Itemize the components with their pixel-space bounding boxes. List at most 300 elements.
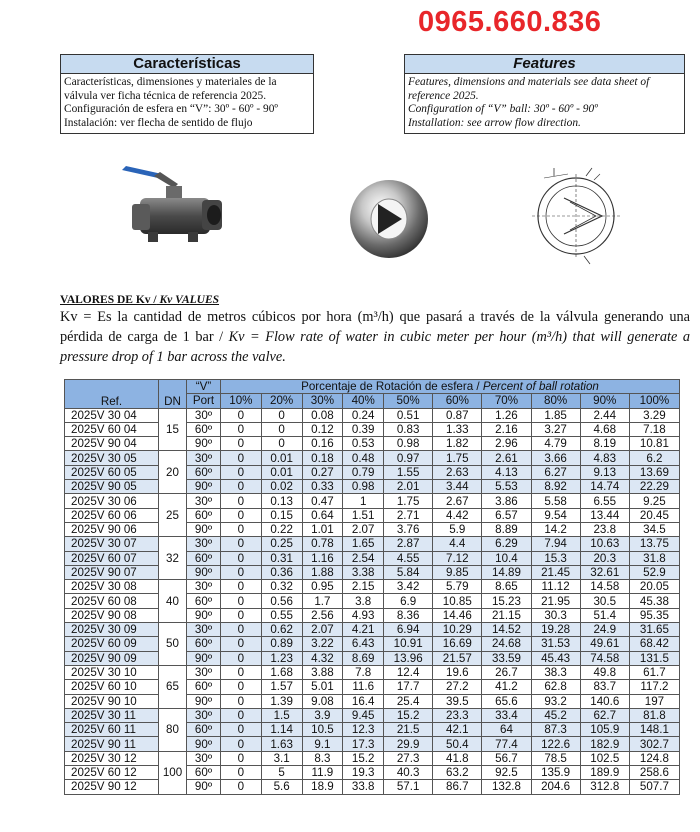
cell-kv-value: 0 [221, 422, 262, 436]
cell-kv-value: 1.88 [302, 565, 343, 579]
cell-kv-value: 0.24 [343, 408, 384, 422]
cell-kv-value: 77.4 [482, 737, 531, 751]
cell-kv-value: 0 [221, 637, 262, 651]
cell-kv-value: 0.13 [261, 494, 302, 508]
cell-kv-value: 0.15 [261, 508, 302, 522]
cell-kv-value: 102.5 [580, 751, 629, 765]
cell-kv-value: 6.2 [629, 451, 679, 465]
cell-kv-value: 0 [261, 437, 302, 451]
cell-kv-value: 3.88 [302, 665, 343, 679]
cell-kv-value: 0.25 [261, 537, 302, 551]
cell-kv-value: 0 [221, 694, 262, 708]
cell-kv-value: 16.4 [343, 694, 384, 708]
cell-kv-value: 30.3 [531, 608, 580, 622]
cell-kv-value: 0 [221, 651, 262, 665]
cell-kv-value: 0.08 [302, 408, 343, 422]
cell-ref: 2025V 90 06 [65, 522, 159, 536]
header-rotation-es: Porcentaje de Rotación de esfera / [301, 380, 480, 394]
cell-kv-value: 34.5 [629, 522, 679, 536]
cell-port: 90º [187, 737, 221, 751]
cell-kv-value: 45.38 [629, 594, 679, 608]
cell-ref: 2025V 60 11 [65, 723, 159, 737]
table-row [65, 737, 680, 751]
cell-kv-value: 1.16 [302, 551, 343, 565]
cell-kv-value: 38.3 [531, 665, 580, 679]
cell-kv-value: 14.58 [580, 580, 629, 594]
table-row [65, 551, 680, 565]
cell-dn: 15 [159, 408, 187, 451]
cell-kv-value: 4.83 [580, 451, 629, 465]
cell-kv-value: 2.96 [482, 437, 531, 451]
cell-kv-value: 9.08 [302, 694, 343, 708]
cell-port: 30º [187, 623, 221, 637]
cell-kv-value: 3.27 [531, 422, 580, 436]
cell-kv-value: 0.31 [261, 551, 302, 565]
cell-kv-value: 1.33 [433, 422, 482, 436]
features-line: Features, dimensions and materials see data sheet of [408, 76, 650, 88]
cell-kv-value: 0.87 [433, 408, 482, 422]
table-row [65, 637, 680, 651]
features-line: válvula ver ficha técnica de referencia 2025. [64, 89, 267, 102]
cell-port: 30º [187, 751, 221, 765]
cell-ref: 2025V 60 07 [65, 551, 159, 565]
cell-kv-value: 15.2 [384, 708, 433, 722]
cell-kv-value: 0.53 [343, 437, 384, 451]
cell-kv-value: 23.8 [580, 522, 629, 536]
cell-kv-value: 0.98 [343, 480, 384, 494]
cell-kv-value: 33.4 [482, 708, 531, 722]
cell-kv-value: 4.93 [343, 608, 384, 622]
cell-kv-value: 1.14 [261, 723, 302, 737]
cell-kv-value: 0.02 [261, 480, 302, 494]
cell-kv-value: 312.8 [580, 780, 629, 794]
cell-port: 90º [187, 480, 221, 494]
cell-kv-value: 74.58 [580, 651, 629, 665]
features-box-english [404, 54, 685, 134]
cell-dn: 32 [159, 537, 187, 580]
header-percent: 70% [482, 394, 531, 408]
header-percent: 90% [580, 394, 629, 408]
table-row [65, 665, 680, 679]
cell-kv-value: 0.16 [302, 437, 343, 451]
cell-kv-value: 8.3 [302, 751, 343, 765]
cell-kv-value: 4.79 [531, 437, 580, 451]
cell-kv-value: 3.38 [343, 565, 384, 579]
cell-kv-value: 0.62 [261, 623, 302, 637]
cell-ref: 2025V 90 07 [65, 565, 159, 579]
cell-kv-value: 0.33 [302, 480, 343, 494]
cell-kv-value: 2.01 [384, 480, 433, 494]
cell-kv-value: 10.29 [433, 623, 482, 637]
cell-kv-value: 0 [221, 580, 262, 594]
cell-kv-value: 6.57 [482, 508, 531, 522]
cell-ref: 2025V 30 06 [65, 494, 159, 508]
cell-ref: 2025V 60 10 [65, 680, 159, 694]
cell-kv-value: 33.59 [482, 651, 531, 665]
cell-kv-value: 7.18 [629, 422, 679, 436]
cell-kv-value: 92.5 [482, 766, 531, 780]
features-box-body [61, 74, 313, 132]
kv-title [60, 294, 219, 306]
v-port-ball-image [348, 178, 430, 260]
cell-kv-value: 39.5 [433, 694, 482, 708]
cell-kv-value: 0 [221, 780, 262, 794]
cell-kv-value: 65.6 [482, 694, 531, 708]
cell-kv-value: 10.91 [384, 637, 433, 651]
header-rotation-en: Percent of ball rotation [482, 380, 599, 394]
cell-kv-value: 0.39 [343, 422, 384, 436]
cell-kv-value: 7.8 [343, 665, 384, 679]
cell-kv-value: 41.8 [433, 751, 482, 765]
cell-kv-value: 1.23 [261, 651, 302, 665]
cell-kv-value: 12.3 [343, 723, 384, 737]
cell-kv-value: 33.8 [343, 780, 384, 794]
table-row [65, 451, 680, 465]
header-percent: 30% [302, 394, 343, 408]
cell-kv-value: 4.32 [302, 651, 343, 665]
header-v: “V” [187, 380, 221, 394]
table-row [65, 465, 680, 479]
cell-kv-value: 52.9 [629, 565, 679, 579]
table-row [65, 766, 680, 780]
cell-kv-value: 13.75 [629, 537, 679, 551]
cell-ref: 2025V 90 10 [65, 694, 159, 708]
cell-port: 60º [187, 680, 221, 694]
cell-port: 60º [187, 637, 221, 651]
features-line: Instalación: ver flecha de sentido de flujo [64, 116, 253, 129]
kv-title-es: VALORES DE Kv / [60, 294, 157, 306]
cell-kv-value: 13.44 [580, 508, 629, 522]
cell-ref: 2025V 90 04 [65, 437, 159, 451]
cell-port: 60º [187, 766, 221, 780]
cell-kv-value: 14.52 [482, 623, 531, 637]
cell-kv-value: 10.63 [580, 537, 629, 551]
cell-kv-value: 5.6 [261, 780, 302, 794]
cell-kv-value: 4.68 [580, 422, 629, 436]
cell-kv-value: 11.12 [531, 580, 580, 594]
cell-kv-value: 21.45 [531, 565, 580, 579]
cell-kv-value: 0.79 [343, 465, 384, 479]
cell-kv-value: 20.3 [580, 551, 629, 565]
kv-description [60, 307, 690, 367]
cell-ref: 2025V 90 11 [65, 737, 159, 751]
cell-kv-value: 20.05 [629, 580, 679, 594]
cell-kv-value: 10.85 [433, 594, 482, 608]
cell-kv-value: 8.89 [482, 522, 531, 536]
cell-kv-value: 11.9 [302, 766, 343, 780]
cell-port: 60º [187, 422, 221, 436]
cell-kv-value: 132.8 [482, 780, 531, 794]
table-row [65, 708, 680, 722]
cell-kv-value: 0 [221, 608, 262, 622]
cell-port: 30º [187, 537, 221, 551]
cell-kv-value: 1.68 [261, 665, 302, 679]
cell-kv-value: 0 [221, 508, 262, 522]
cell-kv-value: 0 [221, 451, 262, 465]
cell-kv-value: 9.85 [433, 565, 482, 579]
cell-kv-value: 9.45 [343, 708, 384, 722]
cell-kv-value: 0 [221, 537, 262, 551]
cell-kv-value: 1 [343, 494, 384, 508]
cell-kv-value: 1.5 [261, 708, 302, 722]
cell-kv-value: 63.2 [433, 766, 482, 780]
cell-kv-value: 29.9 [384, 737, 433, 751]
cell-port: 30º [187, 580, 221, 594]
cell-kv-value: 86.7 [433, 780, 482, 794]
cell-ref: 2025V 30 09 [65, 623, 159, 637]
cell-kv-value: 9.54 [531, 508, 580, 522]
cell-ref: 2025V 30 11 [65, 708, 159, 722]
cell-port: 30º [187, 708, 221, 722]
cell-port: 90º [187, 780, 221, 794]
cell-kv-value: 5 [261, 766, 302, 780]
cell-kv-value: 51.4 [580, 608, 629, 622]
cell-kv-value: 122.6 [531, 737, 580, 751]
cell-kv-value: 81.8 [629, 708, 679, 722]
cell-kv-value: 20.45 [629, 508, 679, 522]
cell-kv-value: 2.61 [482, 451, 531, 465]
cell-ref: 2025V 30 05 [65, 451, 159, 465]
cell-kv-value: 0.95 [302, 580, 343, 594]
cell-port: 60º [187, 551, 221, 565]
cell-kv-value: 21.15 [482, 608, 531, 622]
cell-kv-value: 5.58 [531, 494, 580, 508]
cell-kv-value: 1.75 [433, 451, 482, 465]
cell-kv-value: 2.16 [482, 422, 531, 436]
cell-kv-value: 21.57 [433, 651, 482, 665]
cell-kv-value: 2.07 [302, 623, 343, 637]
cell-dn: 65 [159, 665, 187, 708]
features-line: Configuration of “V” ball: 30º - 60º - 90º [408, 103, 598, 116]
cell-kv-value: 0 [221, 551, 262, 565]
table-row [65, 565, 680, 579]
cell-kv-value: 4.42 [433, 508, 482, 522]
cell-kv-value: 10.4 [482, 551, 531, 565]
cell-kv-value: 3.42 [384, 580, 433, 594]
cell-kv-value: 3.44 [433, 480, 482, 494]
table-row [65, 494, 680, 508]
cell-kv-value: 7.94 [531, 537, 580, 551]
table-row [65, 651, 680, 665]
cell-kv-value: 30.5 [580, 594, 629, 608]
cell-kv-value: 302.7 [629, 737, 679, 751]
cell-kv-value: 0 [261, 422, 302, 436]
cell-ref: 2025V 30 10 [65, 665, 159, 679]
phone-number: 0965.660.836 [418, 6, 602, 38]
cell-ref: 2025V 90 05 [65, 480, 159, 494]
cell-kv-value: 3.22 [302, 637, 343, 651]
cell-kv-value: 1.7 [302, 594, 343, 608]
cell-kv-value: 2.63 [433, 465, 482, 479]
cell-kv-value: 0.32 [261, 580, 302, 594]
cell-kv-value: 197 [629, 694, 679, 708]
cell-ref: 2025V 90 09 [65, 651, 159, 665]
cell-kv-value: 105.9 [580, 723, 629, 737]
cell-kv-value: 0.64 [302, 508, 343, 522]
cell-kv-value: 3.8 [343, 594, 384, 608]
table-row [65, 723, 680, 737]
cell-kv-value: 3.29 [629, 408, 679, 422]
cell-kv-value: 83.7 [580, 680, 629, 694]
header-percent: 20% [261, 394, 302, 408]
cell-kv-value: 0.55 [261, 608, 302, 622]
cell-kv-value: 62.7 [580, 708, 629, 722]
cell-kv-value: 9.13 [580, 465, 629, 479]
cell-kv-value: 0 [221, 708, 262, 722]
cell-kv-value: 124.8 [629, 751, 679, 765]
cell-kv-value: 6.94 [384, 623, 433, 637]
features-box-title: Características [61, 55, 313, 74]
cell-kv-value: 26.7 [482, 665, 531, 679]
cell-kv-value: 4.55 [384, 551, 433, 565]
cell-kv-value: 1.26 [482, 408, 531, 422]
cell-kv-value: 0 [221, 766, 262, 780]
cell-kv-value: 27.2 [433, 680, 482, 694]
cell-kv-value: 0 [221, 465, 262, 479]
header-percent: 80% [531, 394, 580, 408]
cell-kv-value: 0 [221, 623, 262, 637]
header-percent: 60% [433, 394, 482, 408]
cell-ref: 2025V 30 07 [65, 537, 159, 551]
cell-kv-value: 0 [221, 408, 262, 422]
cell-dn: 40 [159, 580, 187, 623]
features-box-spanish [60, 54, 314, 134]
cell-ref: 2025V 60 09 [65, 637, 159, 651]
cell-kv-value: 18.9 [302, 780, 343, 794]
cell-port: 30º [187, 451, 221, 465]
cell-kv-value: 22.29 [629, 480, 679, 494]
cell-kv-value: 1.51 [343, 508, 384, 522]
kv-values-table [64, 379, 680, 795]
cell-ref: 2025V 60 04 [65, 422, 159, 436]
cell-kv-value: 1.63 [261, 737, 302, 751]
table-row [65, 680, 680, 694]
cell-kv-value: 7.12 [433, 551, 482, 565]
cell-kv-value: 62.8 [531, 680, 580, 694]
cell-kv-value: 42.1 [433, 723, 482, 737]
table-row [65, 694, 680, 708]
cell-kv-value: 6.43 [343, 637, 384, 651]
cell-kv-value: 0.12 [302, 422, 343, 436]
cell-kv-value: 19.3 [343, 766, 384, 780]
cell-ref: 2025V 30 08 [65, 580, 159, 594]
cell-kv-value: 1.85 [531, 408, 580, 422]
cell-kv-value: 3.66 [531, 451, 580, 465]
features-line: Características, dimensiones y materiales de la [64, 76, 277, 88]
cell-kv-value: 9.25 [629, 494, 679, 508]
cell-dn: 50 [159, 623, 187, 666]
cell-kv-value: 31.65 [629, 623, 679, 637]
cell-kv-value: 4.21 [343, 623, 384, 637]
cell-dn: 80 [159, 708, 187, 751]
features-line: Installation: see arrow flow direction. [408, 116, 581, 129]
table-row [65, 422, 680, 436]
cell-kv-value: 1.57 [261, 680, 302, 694]
cell-kv-value: 6.29 [482, 537, 531, 551]
cell-kv-value: 16.69 [433, 637, 482, 651]
cell-kv-value: 4.13 [482, 465, 531, 479]
cell-kv-value: 0.89 [261, 637, 302, 651]
cell-kv-value: 1.39 [261, 694, 302, 708]
kv-table-body [65, 408, 680, 794]
cell-kv-value: 0.51 [384, 408, 433, 422]
cell-kv-value: 0 [261, 408, 302, 422]
cell-kv-value: 17.3 [343, 737, 384, 751]
cell-kv-value: 0.56 [261, 594, 302, 608]
cell-kv-value: 0 [221, 437, 262, 451]
cell-kv-value: 8.65 [482, 580, 531, 594]
table-row [65, 580, 680, 594]
cell-kv-value: 2.54 [343, 551, 384, 565]
cell-kv-value: 64 [482, 723, 531, 737]
header-percent: 40% [343, 394, 384, 408]
cell-kv-value: 93.2 [531, 694, 580, 708]
cell-kv-value: 0 [221, 737, 262, 751]
cell-kv-value: 0.01 [261, 451, 302, 465]
cell-kv-value: 5.84 [384, 565, 433, 579]
cell-kv-value: 189.9 [580, 766, 629, 780]
cell-kv-value: 131.5 [629, 651, 679, 665]
ball-valve-image [118, 158, 228, 258]
cell-kv-value: 3.9 [302, 708, 343, 722]
cell-kv-value: 19.28 [531, 623, 580, 637]
cell-kv-value: 507.7 [629, 780, 679, 794]
cell-kv-value: 8.36 [384, 608, 433, 622]
cell-kv-value: 13.96 [384, 651, 433, 665]
cell-kv-value: 0.98 [384, 437, 433, 451]
cell-kv-value: 1.82 [433, 437, 482, 451]
cell-kv-value: 56.7 [482, 751, 531, 765]
cell-kv-value: 15.2 [343, 751, 384, 765]
cell-kv-value: 8.69 [343, 651, 384, 665]
cell-kv-value: 8.92 [531, 480, 580, 494]
cell-port: 90º [187, 437, 221, 451]
cell-kv-value: 0 [221, 522, 262, 536]
cell-port: 90º [187, 694, 221, 708]
cell-port: 90º [187, 608, 221, 622]
cell-ref: 2025V 30 04 [65, 408, 159, 422]
header-percent: 100% [629, 394, 679, 408]
features-box-title: Features [405, 55, 684, 74]
cell-kv-value: 17.7 [384, 680, 433, 694]
cell-kv-value: 14.46 [433, 608, 482, 622]
cell-kv-value: 68.42 [629, 637, 679, 651]
cell-kv-value: 0.01 [261, 465, 302, 479]
cell-kv-value: 0.18 [302, 451, 343, 465]
table-row [65, 780, 680, 794]
cell-kv-value: 78.5 [531, 751, 580, 765]
cell-kv-value: 32.61 [580, 565, 629, 579]
cell-kv-value: 2.71 [384, 508, 433, 522]
cell-kv-value: 19.6 [433, 665, 482, 679]
cell-kv-value: 0 [221, 494, 262, 508]
cell-kv-value: 31.8 [629, 551, 679, 565]
cell-kv-value: 6.55 [580, 494, 629, 508]
cell-kv-value: 5.9 [433, 522, 482, 536]
kv-description-en: Kv = Flow rate of water in cubic meter per hour (m³/h) that will generate a pressure drop of 1 bar across the valve. [60, 329, 690, 365]
table-row [65, 480, 680, 494]
cell-kv-value: 3.1 [261, 751, 302, 765]
cell-kv-value: 61.7 [629, 665, 679, 679]
cell-kv-value: 8.19 [580, 437, 629, 451]
cell-dn: 20 [159, 451, 187, 494]
cell-kv-value: 0 [221, 665, 262, 679]
cell-kv-value: 11.6 [343, 680, 384, 694]
cell-kv-value: 10.81 [629, 437, 679, 451]
cell-dn: 25 [159, 494, 187, 537]
cell-port: 90º [187, 522, 221, 536]
cell-kv-value: 87.3 [531, 723, 580, 737]
